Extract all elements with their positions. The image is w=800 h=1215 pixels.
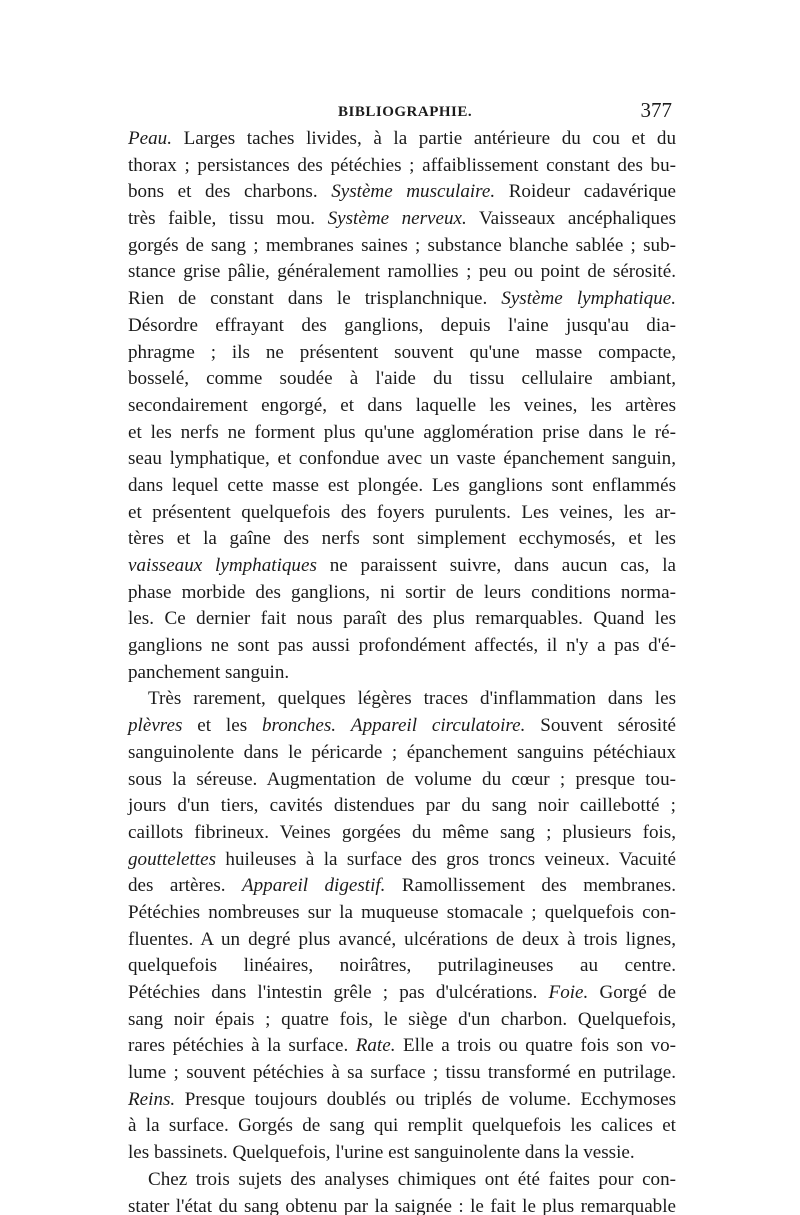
text-run: sanguinolente dans le péricarde ; épanchement sanguins pétéchiaux (128, 741, 676, 763)
text-line (128, 1060, 676, 1087)
italic-heading: Système nerveux. (327, 208, 467, 230)
text-line (128, 1167, 676, 1194)
text-run: Elle a trois ou quatre fois son vo- (395, 1035, 676, 1057)
text-run: et présentent quelquefois des foyers purulents. Les veines, les ar- (128, 501, 676, 523)
text-line (128, 393, 676, 420)
text-line (128, 206, 676, 233)
text-run: Très rarement, quelques légères traces d'inflammation dans les (148, 688, 676, 710)
text-run: ganglions ne sont pas aussi profondément affectés, il n'y a pas d'é- (128, 635, 676, 657)
body-text (128, 126, 676, 1215)
running-header (128, 98, 672, 126)
text-run: sous la séreuse. Augmentation de volume du cœur ; presque tou- (128, 768, 676, 790)
text-line (128, 420, 676, 447)
text-line (128, 686, 676, 713)
text-line (128, 1033, 676, 1060)
italic-heading: Appareil digestif. (241, 875, 386, 897)
text-run: les. Ce dernier fait nous paraît des plus remarquables. Quand les (128, 608, 676, 630)
text-line (128, 500, 676, 527)
italic-heading: Rate. (355, 1035, 396, 1057)
text-run: Larges taches livides, à la partie antérieure du cou et du (172, 128, 676, 149)
text-line (128, 153, 676, 180)
text-line (128, 1113, 676, 1140)
text-run: Presque toujours doublés ou triplés de volume. Ecchymoses (175, 1088, 676, 1110)
text-line (128, 126, 676, 153)
italic-heading: plèvres (128, 715, 183, 737)
italic-heading: vaisseaux lymphatiques (128, 555, 317, 576)
text-run: Souvent sérosité (525, 715, 677, 737)
text-line (128, 900, 676, 927)
text-line (128, 179, 676, 206)
text-run: jours d'un tiers, cavités distendues par du sang noir caillebotté ; (128, 795, 676, 817)
text-line (128, 1194, 676, 1215)
text-line (128, 473, 676, 500)
text-line (128, 366, 676, 393)
italic-heading: Foie. (548, 982, 589, 1003)
text-run: sang noir épais ; quatre fois, le siège d'un charbon. Quelquefois, (128, 1008, 676, 1030)
text-line (128, 660, 676, 687)
text-line (128, 286, 676, 313)
italic-heading: bronches. (261, 715, 337, 737)
text-run: Ramollissement des membranes. (385, 875, 676, 897)
text-run: et les (182, 715, 262, 737)
text-run: dans lequel cette masse est plongée. Les ganglions sont enflammés (128, 474, 676, 496)
text-run: rares pétéchies à la surface. (128, 1035, 356, 1057)
text-run: stater l'état du sang obtenu par la saignée : le fait le plus remarquable (128, 1195, 676, 1215)
text-line (128, 1007, 676, 1034)
text-run: Pétéchies dans l'intestin grêle ; pas d'ulcérations. (128, 982, 549, 1003)
text-run: bosselé, comme soudée à l'aide du tissu cellulaire ambiant, (128, 368, 676, 390)
text-line (128, 259, 676, 286)
text-line (128, 313, 676, 340)
text-line (128, 526, 676, 553)
text-line (128, 927, 676, 954)
text-line (128, 767, 676, 794)
text-run: bons et des charbons. (128, 181, 332, 203)
text-run: Roideur cadavérique (495, 181, 676, 203)
text-line (128, 606, 676, 633)
text-run: lume ; souvent pétéchies à sa surface ; tissu transformé en putrilage. (128, 1062, 676, 1084)
text-line (128, 1087, 676, 1114)
page-number: 377 (640, 98, 672, 122)
text-line (128, 847, 676, 874)
text-run: stance grise pâlie, généralement ramollies ; peu ou point de sérosité. (128, 261, 676, 283)
running-title: BIBLIOGRAPHIE. (338, 104, 473, 120)
text-line (128, 820, 676, 847)
text-run: Pétéchies nombreuses sur la muqueuse stomacale ; quelquefois con- (128, 901, 676, 923)
text-run: tères et la gaîne des nerfs sont simplement ecchymosés, et les (128, 528, 676, 550)
text-run: huileuses à la surface des gros troncs veineux. Vacuité (216, 848, 676, 870)
text-line (128, 740, 676, 767)
text-run: phase morbide des ganglions, ni sortir de leurs conditions norma- (128, 581, 676, 603)
text-line (128, 1140, 676, 1167)
text-line (128, 980, 676, 1007)
text-run: secondairement engorgé, et dans laquelle les veines, les artères (128, 394, 676, 416)
text-line (128, 553, 676, 580)
italic-heading: Reins. (128, 1088, 176, 1110)
text-line (128, 873, 676, 900)
text-line (128, 793, 676, 820)
text-run: des artères. (128, 875, 242, 897)
text-line (128, 713, 676, 740)
text-line (128, 340, 676, 367)
text-run: Chez trois sujets des analyses chimiques ont été faites pour con- (148, 1168, 676, 1190)
text-run: très faible, tissu mou. (128, 208, 328, 230)
text-run: phragme ; ils ne présentent souvent qu'une masse compacte, (128, 341, 676, 363)
text-run: fluentes. A un degré plus avancé, ulcérations de deux à trois lignes, (128, 928, 676, 950)
text-run: Vaisseaux ancéphaliques (466, 208, 676, 230)
text-run: les bassinets. Quelquefois, l'urine est sanguinolente dans la vessie. (128, 1142, 635, 1164)
italic-heading: Peau. (128, 128, 173, 149)
text-line (128, 953, 676, 980)
text-run: à la surface. Gorgés de sang qui remplit quelquefois les calices et (128, 1115, 676, 1137)
text-run: et les nerfs ne forment plus qu'une agglomération prise dans le ré- (128, 421, 676, 443)
text-run: Désordre effrayant des ganglions, depuis l'aine jusqu'au dia- (128, 314, 676, 336)
text-line (128, 446, 676, 473)
text-run: Gorgé de (588, 982, 676, 1003)
text-run: Rien de constant dans le trisplanchnique. (128, 288, 502, 310)
text-line (128, 233, 676, 260)
italic-heading: gouttelettes (128, 848, 217, 870)
italic-heading: Appareil circulatoire. (350, 715, 526, 737)
text-line (128, 580, 676, 607)
italic-heading: Système lymphatique. (501, 288, 676, 310)
text-run: caillots fibrineux. Veines gorgées du même sang ; plusieurs fois, (128, 821, 676, 843)
text-run: seau lymphatique, et confondue avec un vaste épanchement sanguin, (128, 448, 676, 470)
text-run: panchement sanguin. (128, 661, 290, 683)
text-line (128, 633, 676, 660)
text-run: ne paraissent suivre, dans aucun cas, la (316, 555, 676, 576)
italic-heading: Système musculaire. (331, 181, 496, 203)
text-run (336, 715, 351, 736)
text-run: quelquefois linéaires, noirâtres, putrilagineuses au centre. (128, 955, 676, 977)
text-run: thorax ; persistances des pétéchies ; affaiblissement constant des bu- (128, 154, 676, 176)
text-run: gorgés de sang ; membranes saines ; substance blanche sablée ; sub- (128, 234, 676, 256)
